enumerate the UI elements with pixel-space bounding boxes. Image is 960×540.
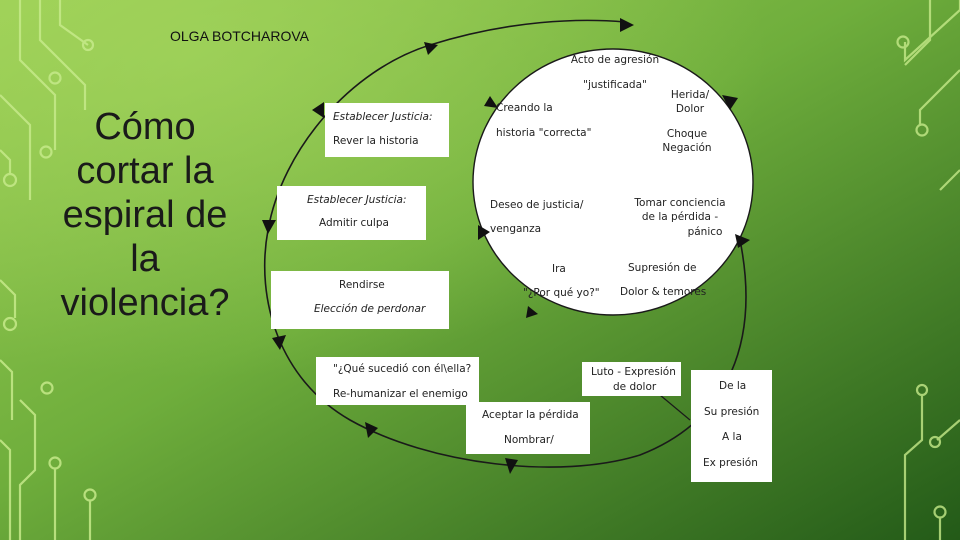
- box-rever-historia: [325, 103, 449, 157]
- box-label: Rever la historia: [333, 135, 419, 147]
- label-deseo: Deseo de justicia/: [490, 199, 584, 211]
- label-porque: "¿Por qué yo?": [523, 287, 600, 299]
- box-label: Rendirse: [339, 279, 385, 291]
- box-aceptar-perdida: [466, 402, 590, 454]
- title-line: la: [130, 238, 160, 280]
- box-label: Ex presión: [703, 457, 758, 469]
- label-negacion: Negación: [662, 142, 712, 154]
- title-line: violencia?: [60, 282, 230, 324]
- box-luto: [582, 362, 681, 396]
- label-acto: Acto de agresión: [570, 54, 660, 66]
- label-justificada: "justificada": [583, 79, 647, 91]
- box-label: Aceptar la pérdida: [482, 409, 579, 421]
- box-label: Admitir culpa: [319, 217, 389, 229]
- title-line: cortar la: [76, 150, 214, 192]
- box-admitir-culpa: [277, 186, 426, 240]
- label-historia: historia "correcta": [496, 127, 592, 136]
- label-ira: Ira: [552, 263, 566, 275]
- label-dolor: Dolor: [675, 103, 705, 115]
- box-label: Re-humanizar el enemigo: [333, 388, 468, 400]
- box-label: Luto - Expresión: [591, 366, 676, 378]
- box-label: Elección de perdonar: [314, 303, 426, 315]
- title-line: Cómo: [94, 106, 196, 148]
- box-label: A la: [722, 431, 742, 443]
- box-label: Su presión: [704, 406, 760, 418]
- label-supresion: Supresión de: [628, 262, 697, 274]
- label-dolor-temores: Dolor & temores: [620, 286, 707, 298]
- box-label: "¿Qué sucedió con él\ella?: [333, 363, 472, 375]
- box-label: Establecer Justicia:: [307, 194, 407, 206]
- title-line: espiral de: [62, 194, 228, 236]
- box-label: de dolor: [613, 381, 657, 393]
- box-label: Establecer Justicia:: [333, 111, 433, 123]
- slide-title: [40, 105, 250, 325]
- label-venganza: venganza: [490, 223, 542, 235]
- label-tomar: Tomar conciencia: [634, 197, 726, 209]
- box-label: Nombrar/: [504, 434, 554, 446]
- label-perdida: de la pérdida -: [641, 211, 719, 223]
- author-name: OLGA BOTCHAROVA: [170, 28, 309, 44]
- label-herida: Herida/: [670, 89, 710, 101]
- box-rehumanizar: [316, 357, 479, 405]
- label-panico: pánico: [687, 226, 723, 238]
- box-label: De la: [719, 380, 747, 392]
- box-rendirse: [271, 271, 449, 329]
- label-creando: Creando la: [496, 102, 553, 114]
- label-choque: Choque: [666, 128, 708, 140]
- box-supresion-expresion: [691, 370, 772, 482]
